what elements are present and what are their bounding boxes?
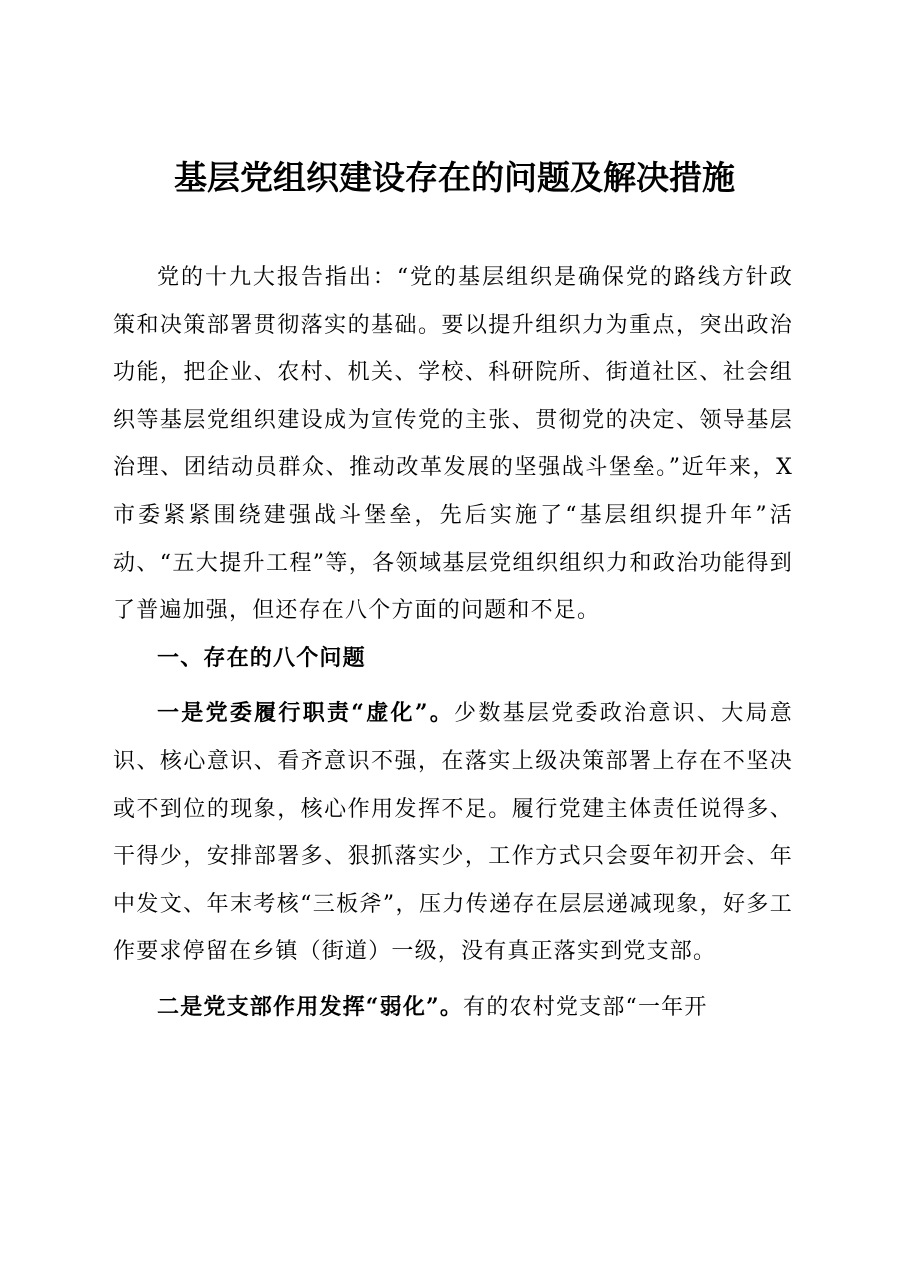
problem-lead-1: 一是党委履行职责“虚化”。	[157, 700, 455, 727]
problem-paragraph-1	[113, 690, 793, 976]
intro-paragraph: 党的十九大报告指出：“党的基层组织是确保党的路线方针政策和决策部署贯彻落实的基础。要以提升组织力为重点，突出政治功能，把企业、农村、机关、学校、科研院所、街道社区、社会组织等基层党组织建设成为宣传党的主张、贯彻党的决定、领导基层治理、团结动员群众、推动改革发展的坚强战斗堡垒。”近年来，X市委紧紧围绕建强战斗堡垒，先后实施了“基层组织提升年”活动、“五大提升工程”等，各领域基层党组织组织力和政治功能得到了普遍加强，但还存在八个方面的问题和不足。	[113, 265, 793, 624]
problem-text-1: 少数基层党委政治意识、大局意识、核心意识、看齐意识不强，在落实上级决策部署上存在不坚决或不到位的现象，核心作用发挥不足。履行党建主体责任说得多、干得少，安排部署多、狠抓落实少，工作方式只会耍年初开会、年中发文、年末考核“三板斧”，压力传递存在层层递减现象，好多工作要求停留在乡镇（街道）一级，没有真正落实到党支部。	[113, 701, 793, 965]
section-heading: 一、存在的八个问题	[157, 644, 366, 671]
problem-paragraph-2	[113, 984, 793, 1032]
document-title: 基层党组织建设存在的问题及解决措施	[174, 158, 735, 197]
problem-text-2: 有的农村党支部“一年开	[463, 994, 708, 1020]
problem-lead-2: 二是党支部作用发挥“弱化”。	[157, 993, 464, 1020]
document-body	[113, 254, 793, 1032]
